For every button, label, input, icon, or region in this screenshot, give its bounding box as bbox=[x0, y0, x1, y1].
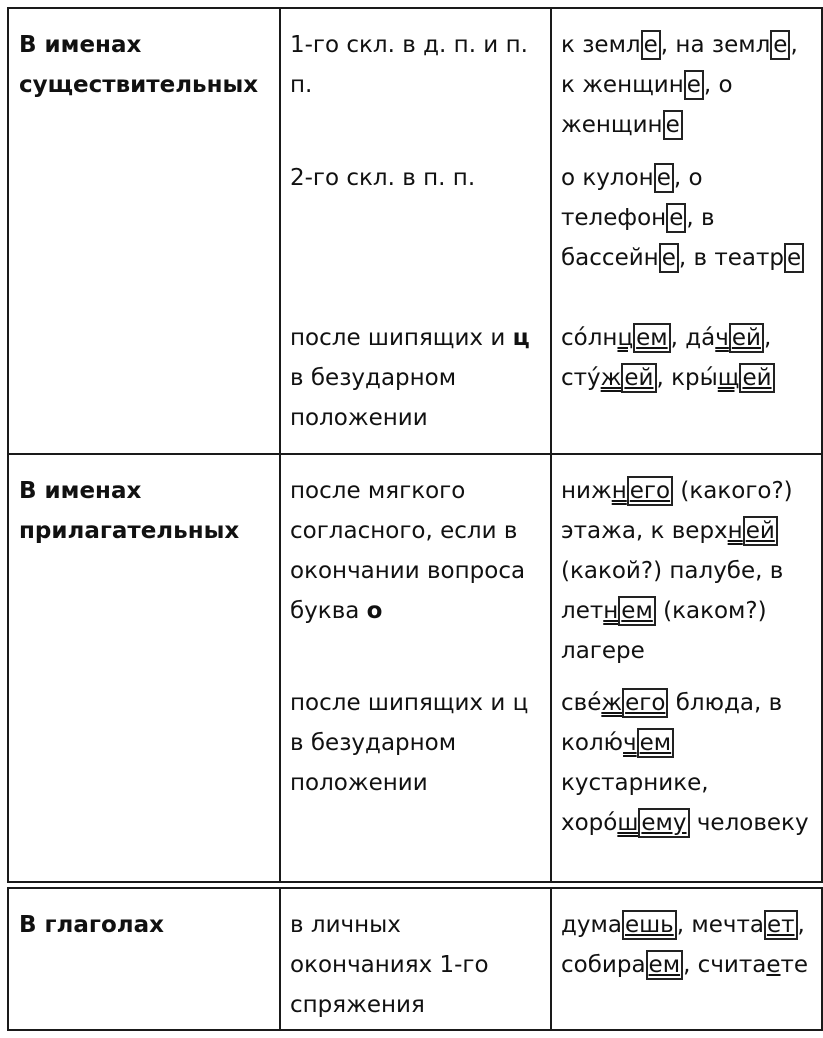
rule-text bbox=[290, 318, 544, 438]
ending-box: ем bbox=[633, 323, 671, 353]
text-fragment: к земл bbox=[561, 32, 641, 58]
text-fragment: , сту́ bbox=[561, 325, 772, 391]
ending-box: е bbox=[659, 243, 679, 273]
text-fragment: , на земл bbox=[660, 32, 771, 58]
ending-box: его bbox=[627, 476, 673, 506]
example-cell bbox=[551, 454, 822, 882]
text-fragment: , кры́ bbox=[656, 365, 718, 391]
consonant-mark: ж bbox=[600, 365, 622, 391]
ending-box: ей bbox=[739, 363, 774, 393]
text-fragment: в безударном положении bbox=[290, 365, 457, 431]
category-cell bbox=[8, 8, 280, 454]
category-cell bbox=[8, 888, 280, 1030]
text-fragment: человеку bbox=[689, 810, 809, 836]
example-cell bbox=[551, 888, 822, 1030]
example-text bbox=[561, 683, 815, 843]
ending-box: ем bbox=[637, 728, 675, 758]
rule-text: после шипящих и ц в безударном положении bbox=[290, 690, 529, 796]
example-text bbox=[561, 471, 815, 683]
example-cell bbox=[551, 8, 822, 454]
text-fragment: (какой?) палубе, в лет bbox=[561, 558, 784, 624]
text-fragment: со́лн bbox=[561, 325, 618, 351]
ending-box: е bbox=[654, 163, 674, 193]
ending-box: е bbox=[641, 30, 661, 60]
consonant-mark: н bbox=[611, 478, 627, 504]
text-fragment: о bbox=[366, 598, 383, 624]
ending-box: ему bbox=[638, 808, 689, 838]
text-fragment: те bbox=[780, 952, 809, 978]
text-fragment: кустарнике, хоро́ bbox=[561, 770, 709, 836]
text-fragment: , в театр bbox=[678, 245, 785, 271]
ending-box: ешь bbox=[622, 910, 677, 940]
text-fragment: (какого?) этажа, к верх bbox=[561, 478, 793, 544]
text-fragment: , мечта bbox=[676, 912, 764, 938]
consonant-mark: н bbox=[603, 598, 619, 624]
text-fragment: (каком?) лагере bbox=[561, 598, 767, 664]
text-fragment: ц bbox=[512, 325, 530, 351]
text-fragment: све́ bbox=[561, 690, 602, 716]
ending-box: е bbox=[770, 30, 790, 60]
rule-cell bbox=[280, 454, 551, 882]
text-fragment: , к женщин bbox=[561, 32, 798, 98]
text-fragment: , в бассейн bbox=[561, 205, 715, 271]
text-fragment: , да́ bbox=[670, 325, 716, 351]
ending-box: ей bbox=[729, 323, 764, 353]
text-fragment: е bbox=[766, 952, 781, 978]
text-fragment: блюда, в колю́ bbox=[561, 690, 783, 756]
category-label: В именах прилагательных bbox=[19, 478, 240, 544]
table-row bbox=[8, 454, 822, 882]
rule-text bbox=[290, 471, 544, 683]
ending-box: его bbox=[622, 688, 668, 718]
ending-box: ем bbox=[618, 596, 656, 626]
consonant-mark: ч bbox=[623, 730, 637, 756]
text-fragment: , о женщин bbox=[561, 72, 733, 138]
text-fragment: после мягкого согласного, если в окончании вопроса буква bbox=[290, 478, 526, 624]
example-text bbox=[561, 905, 815, 985]
rule-text: 2-го скл. в п. п. bbox=[290, 165, 476, 191]
category-label: В глаголах bbox=[19, 912, 164, 938]
ending-box: ет bbox=[764, 910, 798, 940]
rules-table-main bbox=[7, 7, 823, 883]
text-fragment: , собира bbox=[561, 912, 805, 978]
rules-table-verbs bbox=[7, 887, 823, 1031]
rule-text: 1-го скл. в д. п. и п. п. bbox=[290, 32, 528, 98]
text-fragment: после шипящих и bbox=[290, 325, 513, 351]
ending-box: е bbox=[784, 243, 804, 273]
text-fragment: дума bbox=[561, 912, 622, 938]
rule-cell bbox=[280, 8, 551, 454]
consonant-mark: н bbox=[727, 518, 743, 544]
table-row bbox=[8, 8, 822, 454]
text-fragment: , о телефон bbox=[561, 165, 703, 231]
example-text bbox=[561, 318, 815, 398]
ending-box: е bbox=[663, 110, 683, 140]
ending-box: ем bbox=[646, 950, 684, 980]
table-row bbox=[8, 888, 822, 1030]
consonant-mark: ц bbox=[617, 325, 634, 351]
consonant-mark: щ bbox=[717, 365, 740, 391]
category-label: В именах существительных bbox=[19, 32, 259, 98]
rule-text: в личных окончаниях 1-го спряжения bbox=[290, 912, 489, 1018]
rule-cell bbox=[280, 888, 551, 1030]
ending-box: е bbox=[666, 203, 686, 233]
category-cell bbox=[8, 454, 280, 882]
text-fragment: , счита bbox=[683, 952, 767, 978]
consonant-mark: ч bbox=[715, 325, 729, 351]
example-text bbox=[561, 25, 815, 158]
ending-box: е bbox=[684, 70, 704, 100]
example-text bbox=[561, 158, 815, 318]
text-fragment: о кулон bbox=[561, 165, 654, 191]
text-fragment: ниж bbox=[561, 478, 612, 504]
ending-box: ей bbox=[621, 363, 656, 393]
consonant-mark: ш bbox=[617, 810, 639, 836]
consonant-mark: ж bbox=[601, 690, 623, 716]
ending-box: ей bbox=[743, 516, 778, 546]
